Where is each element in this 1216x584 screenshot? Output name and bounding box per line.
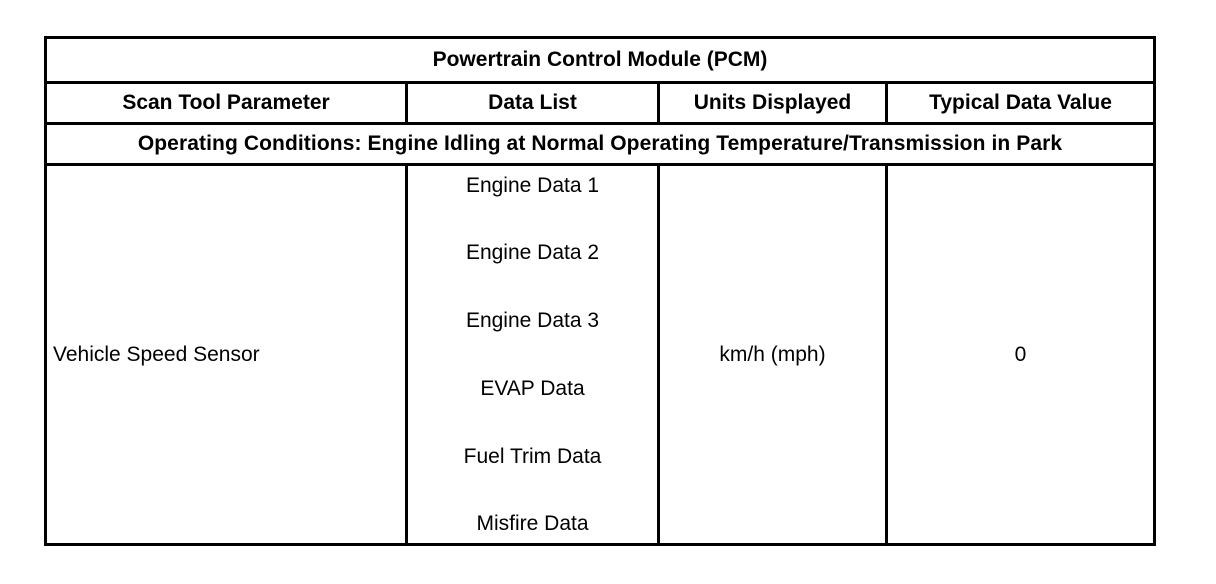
pcm-data-table — [44, 36, 1156, 546]
table-header-row — [46, 83, 1155, 124]
list-item: Fuel Trim Data — [463, 444, 602, 468]
operating-conditions-row — [46, 124, 1155, 165]
list-item: Engine Data 3 — [465, 309, 600, 333]
list-item: Engine Data 2 — [465, 241, 600, 265]
table-row — [46, 165, 1155, 545]
header-scan-tool-parameter: Scan Tool Parameter — [46, 83, 407, 124]
list-item: Misfire Data — [476, 512, 589, 536]
table-title: Powertrain Control Module (PCM) — [46, 38, 1155, 83]
list-item: Engine Data 1 — [465, 173, 600, 197]
typical-value-cell: 0 — [887, 165, 1155, 545]
units-cell: km/h (mph) — [659, 165, 887, 545]
parameter-cell: Vehicle Speed Sensor — [46, 165, 407, 545]
list-item: EVAP Data — [480, 376, 585, 400]
header-units-displayed: Units Displayed — [659, 83, 887, 124]
header-data-list: Data List — [407, 83, 659, 124]
operating-conditions: Operating Conditions: Engine Idling at Normal Operating Temperature/Transmission in Park — [46, 124, 1155, 165]
data-list-cell — [407, 165, 659, 545]
data-list — [414, 168, 651, 542]
table-title-row — [46, 38, 1155, 83]
header-typical-data-value: Typical Data Value — [887, 83, 1155, 124]
